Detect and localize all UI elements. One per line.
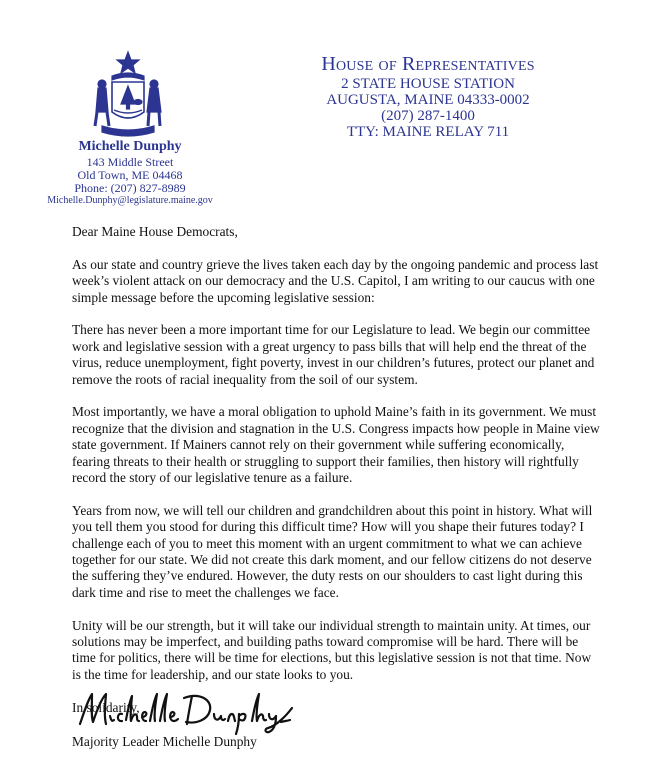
paragraph: As our state and country grieve the lives taken each day by the ongoing pandemic and process last week’s violent attack on our democracy and the U.S. Capitol, I am writing to our caucus with one simple message before the upcoming legislative session: (72, 256, 599, 305)
sender-city: Old Town, ME 04468 (77, 168, 183, 182)
house-title: House of Representatives (321, 53, 535, 75)
letter-body (72, 224, 600, 732)
sender-name: Michelle Dunphy (78, 139, 182, 154)
house-station: 2 STATE HOUSE STATION (341, 76, 515, 92)
house-city: AUGUSTA, MAINE 04333-0002 (326, 92, 530, 108)
paragraph: Years from now, we will tell our children and grandchildren about this point in history. What will you tell them you stood for during this difficult time? How will you shape their futures today? I challenge each of you to meet this moment with an urgent commitment to what we can achieve together for our state. We did not create this dark moment, and our fellow citizens do not deserve the suffering they’ve endured. However, the duty rests on our shoulders to cast light during this dark time and rise to meet the challenges we face. (72, 502, 593, 600)
house-phone: (207) 287-1400 (381, 108, 475, 124)
sender-block (30, 138, 230, 207)
house-letterhead (282, 52, 574, 140)
paragraph: There has never been a more important time for our Legislature to lead. We begin our committee work and legislative session with a great urgency to pass bills that will help end the threat of the virus, reduce unemployment, fight poverty, invest in our children’s futures, protect our planet and remove the roots of racial inequality from the soil of our system. (72, 322, 595, 387)
sender-phone: Phone: (207) 827-8989 (74, 181, 186, 195)
sender-street: 143 Middle Street (86, 155, 174, 169)
closing: In solidarity, (72, 699, 140, 715)
signer-name: Majority Leader Michelle Dunphy (72, 734, 257, 749)
salutation: Dear Maine House Democrats, (72, 224, 238, 239)
paragraph: Unity will be our strength, but it will take our individual strength to maintain unity. At times, our solutions may be imperfect, and building paths toward compromise will be hard. There will be time for politics, there will be time for elections, but this legislative session is not that time. Now is the time for leadership, and our state looks to you. (72, 617, 592, 682)
maine-state-seal-icon (88, 50, 168, 138)
house-tty: TTY: MAINE RELAY 711 (346, 124, 510, 140)
sender-email: Michelle.Dunphy@legislature.maine.gov (47, 195, 213, 206)
paragraph: Most importantly, we have a moral obligation to uphold Maine’s faith in its government. We must recognize that the division and stagnation in the U.S. Congress impacts how people in Maine view state government. If Mainers cannot rely on their government while suffering economically, fearing threats to their health or struggling to support their families, then history will rightfully record the story of our legislative tenure as a failure. (72, 404, 600, 486)
handwritten-signature (76, 686, 296, 736)
